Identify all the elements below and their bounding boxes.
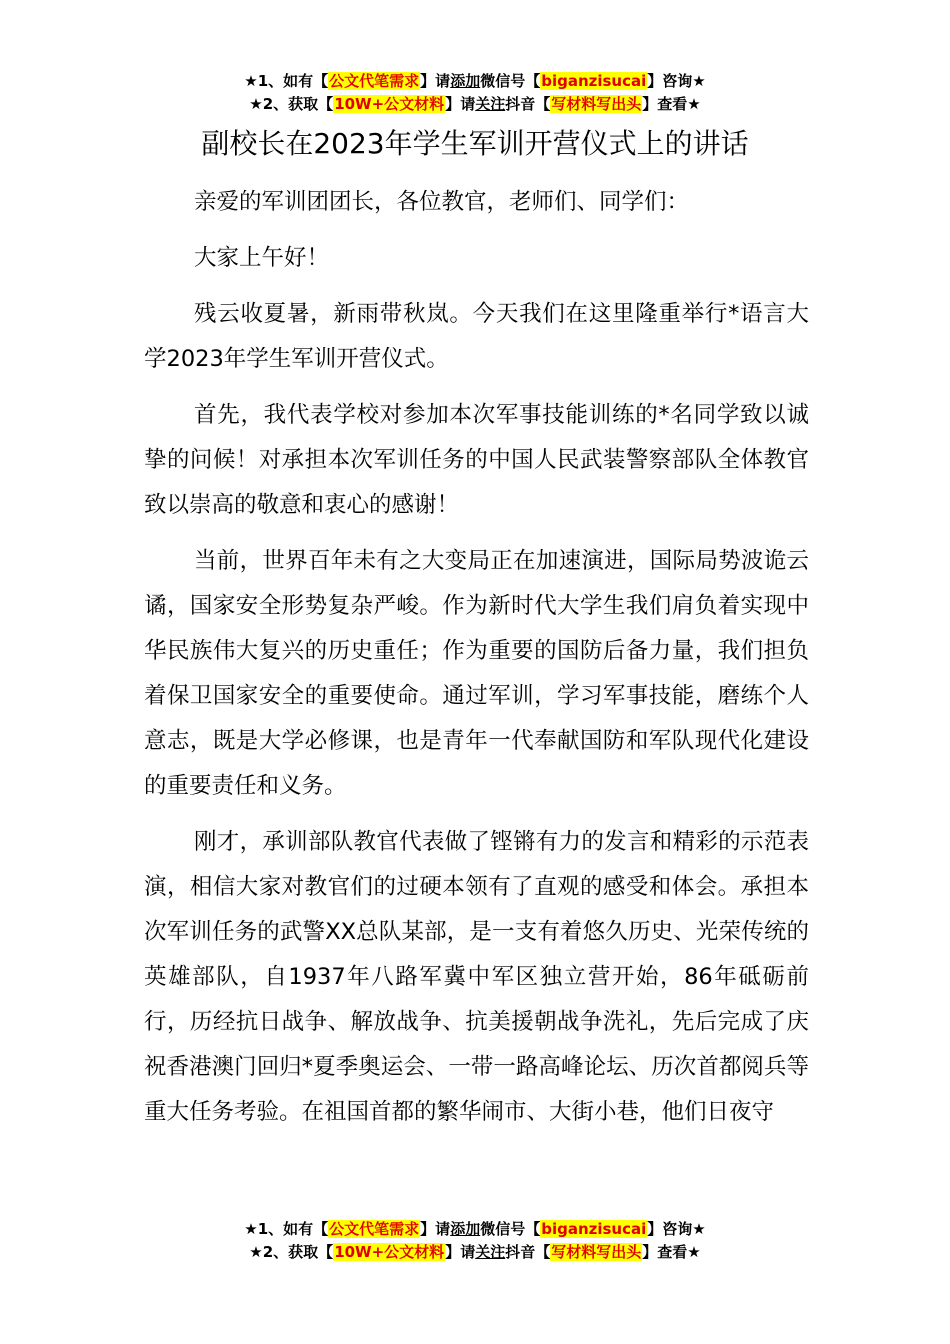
banner-highlight: 公文代笔需求	[329, 1220, 420, 1238]
top-banner	[0, 70, 950, 116]
banner-text: 】查看★	[642, 95, 701, 113]
banner-text: 抖音【	[505, 1243, 551, 1261]
banner-line-2	[0, 93, 950, 116]
banner-text: ★2、获取【	[249, 1243, 334, 1261]
banner-text: 】请	[445, 95, 476, 113]
banner-text: 微信号【	[480, 1220, 541, 1238]
banner-text: 】查看★	[642, 1243, 701, 1261]
paragraph: 大家上午好！	[194, 245, 330, 271]
banner-highlight: biganzisucai	[541, 72, 647, 90]
banner-underlined: 关注	[475, 95, 506, 113]
banner-highlight: biganzisucai	[541, 1220, 647, 1238]
banner-line-1	[0, 1218, 950, 1241]
banner-highlight: 写材料写出头	[551, 95, 642, 113]
banner-text: ★1、如有【	[244, 1220, 329, 1238]
banner-underlined: 关注	[475, 1243, 506, 1261]
banner-text: 】请	[420, 1220, 451, 1238]
banner-underlined: 添加	[450, 72, 481, 90]
banner-highlight: 10W+公文材料	[334, 95, 445, 113]
paragraph: 当前，世界百年未有之大变局正在加速演进，国际局势波诡云谲，国家安全形势复杂严峻。作为新时代大学生我们肩负着实现中华民族伟大复兴的历史重任；作为重要的国防后备力量，我们担负着保卫国家安全的重要使命。通过军训，学习军事技能，磨练个人意志，既是大学必修课，也是青年一代奉献国防和军队现代化建设的重要责任和义务。	[144, 548, 809, 799]
banner-text: 】咨询★	[647, 1220, 706, 1238]
banner-text: ★2、获取【	[249, 95, 334, 113]
banner-highlight: 公文代笔需求	[329, 72, 420, 90]
paragraph: 残云收夏暑，新雨带秋岚。今天我们在这里隆重举行*语言大学2023年学生军训开营仪式。	[144, 301, 809, 372]
banner-text: ★1、如有【	[244, 72, 329, 90]
banner-text: 】请	[420, 72, 451, 90]
banner-line-1	[0, 70, 950, 93]
banner-text: 】咨询★	[647, 72, 706, 90]
banner-text: 抖音【	[505, 95, 551, 113]
bottom-banner	[0, 1218, 950, 1264]
document-body	[144, 180, 809, 1146]
paragraph: 亲爱的军训团团长，各位教官，老师们、同学们：	[194, 189, 690, 215]
banner-text: 微信号【	[480, 72, 541, 90]
banner-highlight: 写材料写出头	[551, 1243, 642, 1261]
banner-text: 】请	[445, 1243, 476, 1261]
document-title: 副校长在2023年学生军训开营仪式上的讲话	[201, 127, 749, 160]
paragraph: 首先，我代表学校对参加本次军事技能训练的*名同学致以诚挚的问候！对承担本次军训任务的中国人民武装警察部队全体教官致以崇高的敬意和衷心的感谢！	[144, 402, 809, 518]
banner-underlined: 添加	[450, 1220, 481, 1238]
paragraph: 刚才，承训部队教官代表做了铿锵有力的发言和精彩的示范表演，相信大家对教官们的过硬本领有了直观的感受和体会。承担本次军训任务的武警XX总队某部，是一支有着悠久历史、光荣传统的英雄部队，自1937年八路军冀中军区独立营开始，86年砥砺前行，历经抗日战争、解放战争、抗美援朝战争洗礼，先后完成了庆祝香港澳门回归*夏季奥运会、一带一路高峰论坛、历次首都阅兵等重大任务考验。在祖国首都的繁华闹市、大街小巷，他们日夜守	[144, 829, 809, 1125]
banner-highlight: 10W+公文材料	[334, 1243, 445, 1261]
banner-line-2	[0, 1241, 950, 1264]
